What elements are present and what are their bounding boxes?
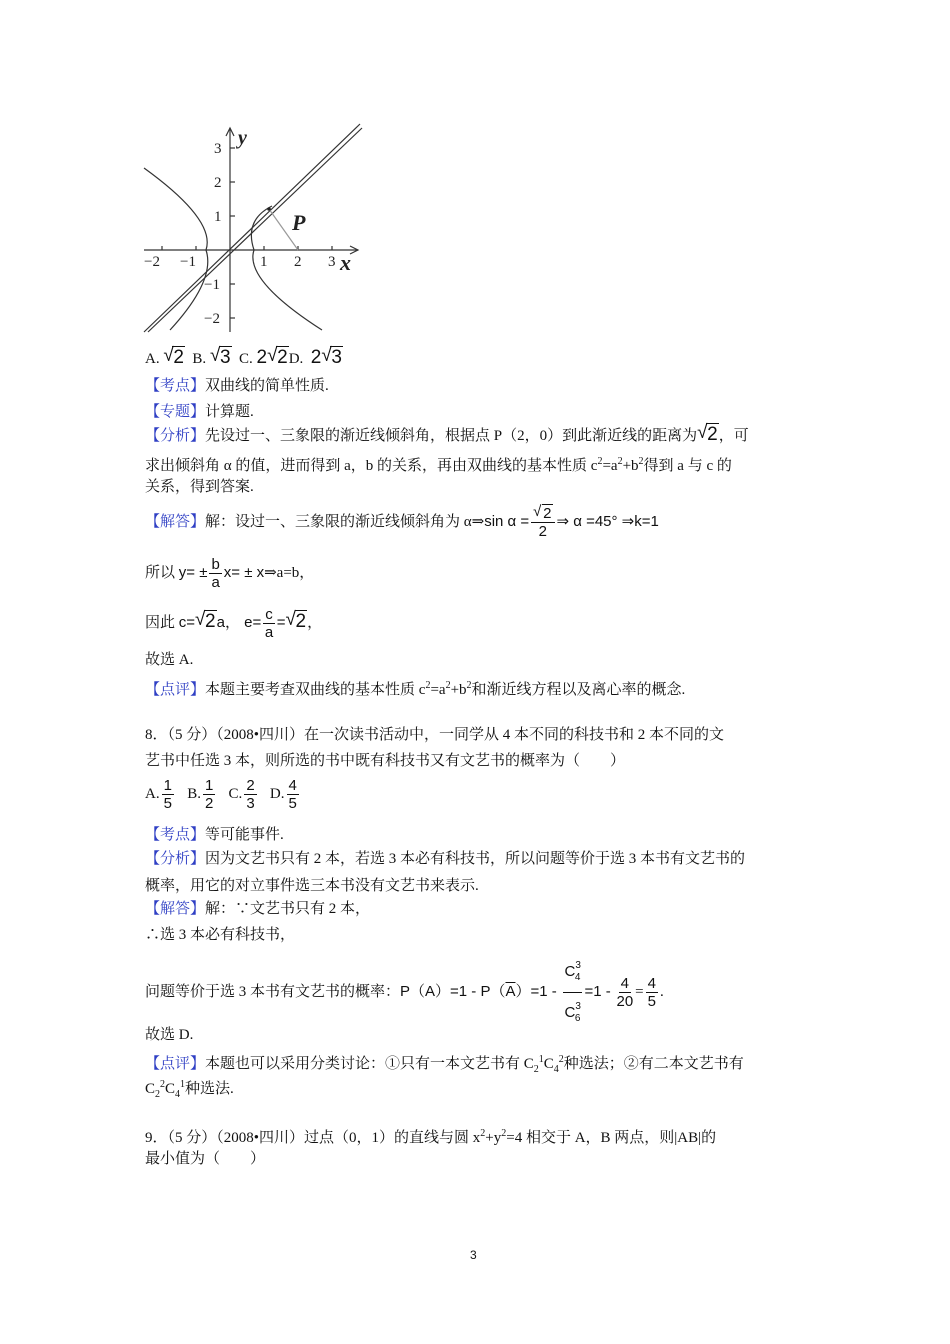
svg-text:3: 3	[328, 254, 336, 270]
fenxi-text-2a: 求出倾斜角 α 的值，进而得到 a，b 的关系，再由双曲线的基本性质 c	[145, 458, 598, 474]
option-d-value: $\frac{4}{5}$	[288, 777, 297, 813]
svg-text:1: 1	[214, 209, 222, 225]
sqrt-2: √ 2	[697, 422, 718, 445]
fenxi-text: 先设过一、三象限的渐近线倾斜角，根据点 P（2，0）到此渐近线的距离为	[205, 428, 698, 444]
4-over-5: $\frac{4}{5}$	[647, 975, 656, 1010]
option-a-label: A.	[145, 786, 160, 802]
option-a-value: √ 2	[163, 345, 184, 368]
q7-yinci	[145, 606, 322, 641]
q8-fenxi-line2	[145, 876, 479, 896]
svg-text:−2: −2	[204, 311, 220, 327]
dianping-text-2-tail: 种选法.	[185, 1081, 234, 1097]
fenxi-text-3: 关系，得到答案.	[145, 479, 254, 495]
q7-options	[145, 345, 343, 369]
q7-fenxi-line2: 求出倾斜角 α 的值，进而得到 a，b 的关系，再由双曲线的基本性质 $c^2=a^2+b^2$得到 a 与 c 的	[145, 456, 732, 474]
dianping-tag: 【点评】	[145, 682, 206, 698]
yinci-end: ，	[307, 614, 323, 631]
option-c-coef: 2	[256, 347, 268, 368]
q8-stem-text-1: 8．（5 分）（2008•四川）在一次读书活动中，一同学从 4 本不同的科技书和 2 本不同的文	[145, 727, 725, 743]
option-c-value: √ 2	[267, 345, 288, 368]
option-c-label: C.	[239, 351, 253, 367]
svg-text:y: y	[238, 127, 247, 149]
jieda-tag: 【解答】	[145, 513, 206, 530]
dianping-text-a: 本题主要考查双曲线的基本性质 c	[205, 682, 426, 698]
option-a-label: A.	[145, 351, 160, 367]
hyperbola-figure	[140, 120, 370, 340]
yinci-c: c=	[178, 613, 196, 631]
fenxi-text-2c: +b	[622, 458, 639, 474]
svg-text:x: x	[340, 250, 351, 275]
kaodian-tag: 【考点】	[145, 378, 206, 394]
dianping-tag: 【点评】	[145, 1056, 206, 1072]
option-d-label: D.	[269, 786, 285, 802]
dianping-text-1-tail: 种选法；②有二本文艺书有	[563, 1056, 744, 1072]
sin-alpha: sin α =	[484, 512, 530, 530]
option-c-label: C.	[228, 786, 243, 802]
option-c-value: $\frac{2}{3}$	[246, 777, 255, 813]
svg-text:P: P	[292, 210, 306, 235]
q7-jieda	[145, 505, 659, 540]
q9-stem-text-b: +y	[485, 1130, 502, 1146]
page-number: 3	[470, 1248, 477, 1262]
svg-text:3: 3	[214, 141, 222, 157]
jieda-text-1: 解：∵文艺书只有 2 本，	[205, 901, 371, 917]
kaodian-text: 双曲线的简单性质.	[205, 378, 329, 394]
q8-stem-line2	[145, 751, 625, 771]
q8-options	[145, 774, 301, 814]
zhuanti-text: 计算题.	[205, 404, 254, 420]
svg-text:−2: −2	[144, 254, 160, 270]
answer-text: 故选 A.	[145, 652, 194, 668]
jieda-tail: ⇒ α =45° ⇒k=1	[556, 512, 659, 530]
option-b-label: B.	[192, 351, 207, 367]
jieda-text: 解：设过一、三象限的渐近线倾斜角为 α⇒	[205, 513, 485, 530]
q9-stem-text-2: 最小值为（ ）	[145, 1151, 266, 1167]
q7-zhuanti	[145, 402, 254, 422]
yinci-c-tail: a， e=	[216, 613, 262, 631]
4-over-20: $\frac{4}{20}$	[616, 975, 634, 1010]
q7-suoyi	[145, 556, 314, 591]
fenxi-tag: 【分析】	[145, 851, 206, 867]
dianping-text-1: 本题也可以采用分类讨论：①只有一本文艺书有 C	[205, 1056, 534, 1072]
q8-stem-line1	[145, 725, 724, 745]
c43-over-c63: $\frac{C^3_4}{C^3_6}$	[563, 952, 583, 1033]
q9-stem-line2	[145, 1149, 265, 1169]
kaodian-text: 等可能事件.	[205, 827, 284, 843]
b-over-a: $\frac{b}{a}$	[211, 556, 220, 591]
svg-text:−1: −1	[180, 254, 196, 270]
dianping-text-b: =a	[430, 682, 446, 698]
c-over-a: $\frac{c}{a}$	[264, 606, 274, 641]
suoyi-end: ⇒a=b，	[264, 564, 315, 581]
suoyi-y: y= ±	[178, 563, 208, 581]
answer-text: 故选 D.	[145, 1027, 194, 1043]
fenxi-text-2: 概率，用它的对立事件选三本书没有文艺书来表示.	[145, 878, 479, 894]
fenxi-end: ，可	[718, 428, 749, 444]
zhuanti-tag: 【专题】	[145, 404, 206, 420]
option-b-value: $\frac{1}{2}$	[204, 777, 214, 813]
jieda-text-2: ∴选 3 本必有科技书，	[145, 927, 296, 943]
q8-jieda-line1	[145, 899, 370, 919]
suoyi-tail: x= ± x	[223, 563, 265, 581]
q9-stem-text-a: 9．（5 分）（2008•四川）过点（0，1）的直线与圆 x	[145, 1130, 481, 1146]
q7-kaodian	[145, 376, 329, 396]
q8-jieda-line3: 问题等价于选 3 本书有文艺书的概率：$P(A)=1 - P(\overline{A})=1$ - $\frac{C^3_4}{C^3_6}$ =1 - $\frac{4}{20}$ = $\frac{4}{5}$ .	[145, 952, 664, 1033]
option-b-value: √ 3	[209, 345, 231, 368]
prob-formula: P（A）=1 - P（	[400, 982, 506, 1000]
q9-stem-line1: 9．（5 分）（2008•四川）过点（0，1）的直线与圆 $x^2+y^2=4$ 相交于 A，B 两点，则|AB|的	[145, 1128, 717, 1146]
jieda-tag: 【解答】	[145, 901, 206, 917]
yinci-prefix: 因此	[145, 614, 176, 631]
sqrt-2: √ 2	[285, 608, 307, 632]
option-d-coef: 2	[310, 347, 322, 368]
a-complement: $\overline{A}$	[505, 982, 516, 1000]
option-b-label: B.	[187, 786, 201, 802]
sqrt-2: √ 2	[195, 608, 216, 632]
q7-fenxi-line1	[145, 422, 749, 446]
hyperbola-graph-svg	[140, 120, 370, 340]
q8-dianping-line2: $C_2^2C_4^1$种选法.	[145, 1079, 234, 1100]
fenxi-tag: 【分析】	[145, 428, 206, 444]
svg-text:−1: −1	[204, 277, 220, 293]
suoyi-prefix: 所以	[145, 564, 176, 581]
q7-fenxi-line3	[145, 477, 254, 497]
svg-text:2: 2	[294, 254, 302, 270]
dianping-text-d: 和渐近线方程以及离心率的概念.	[471, 682, 686, 698]
q8-fenxi-line1	[145, 849, 745, 869]
jieda-text-3: 问题等价于选 3 本书有文艺书的概率：	[145, 983, 401, 1000]
prob-mid: ）=1 -	[515, 982, 557, 1000]
dianping-text-c: +b	[450, 682, 467, 698]
prob-mid2: =1 -	[584, 982, 611, 1000]
q7-answer	[145, 650, 193, 670]
q8-kaodian	[145, 825, 284, 845]
q7-dianping: 【点评】本题主要考查双曲线的基本性质 $c^2=a^2+b^2$和渐近线方程以及离心率的概念.	[145, 680, 686, 698]
q8-stem-text-2: 艺书中任选 3 本，则所选的书中既有科技书又有文艺书的概率为（ ）	[145, 753, 626, 769]
q9-stem-text-c: =4 相交于 A，B 两点，则|AB|的	[506, 1130, 717, 1146]
option-d-label: D.	[288, 351, 304, 367]
svg-text:2: 2	[214, 175, 222, 191]
sqrt2-over-2: √ 2 2	[531, 505, 554, 540]
q8-dianping-line1: 【点评】本题也可以采用分类讨论：①只有一本文艺书有 $C_2^1C_4^2$种选法；②有二本文艺书有	[145, 1054, 744, 1075]
equals: =	[276, 613, 286, 631]
q8-jieda-line2	[145, 925, 295, 945]
fenxi-text-2b: =a	[602, 458, 618, 474]
option-a-value: $\frac{1}{5}$	[163, 777, 172, 813]
svg-text:1: 1	[260, 254, 268, 270]
fenxi-text-2d: 得到 a 与 c 的	[643, 458, 732, 474]
fenxi-text-1: 因为文艺书只有 2 本，若选 3 本必有科技书，所以问题等价于选 3 本书有文艺书的	[205, 851, 746, 867]
option-d-value: √ 3	[321, 345, 342, 368]
kaodian-tag: 【考点】	[145, 827, 206, 843]
q8-answer	[145, 1025, 193, 1045]
